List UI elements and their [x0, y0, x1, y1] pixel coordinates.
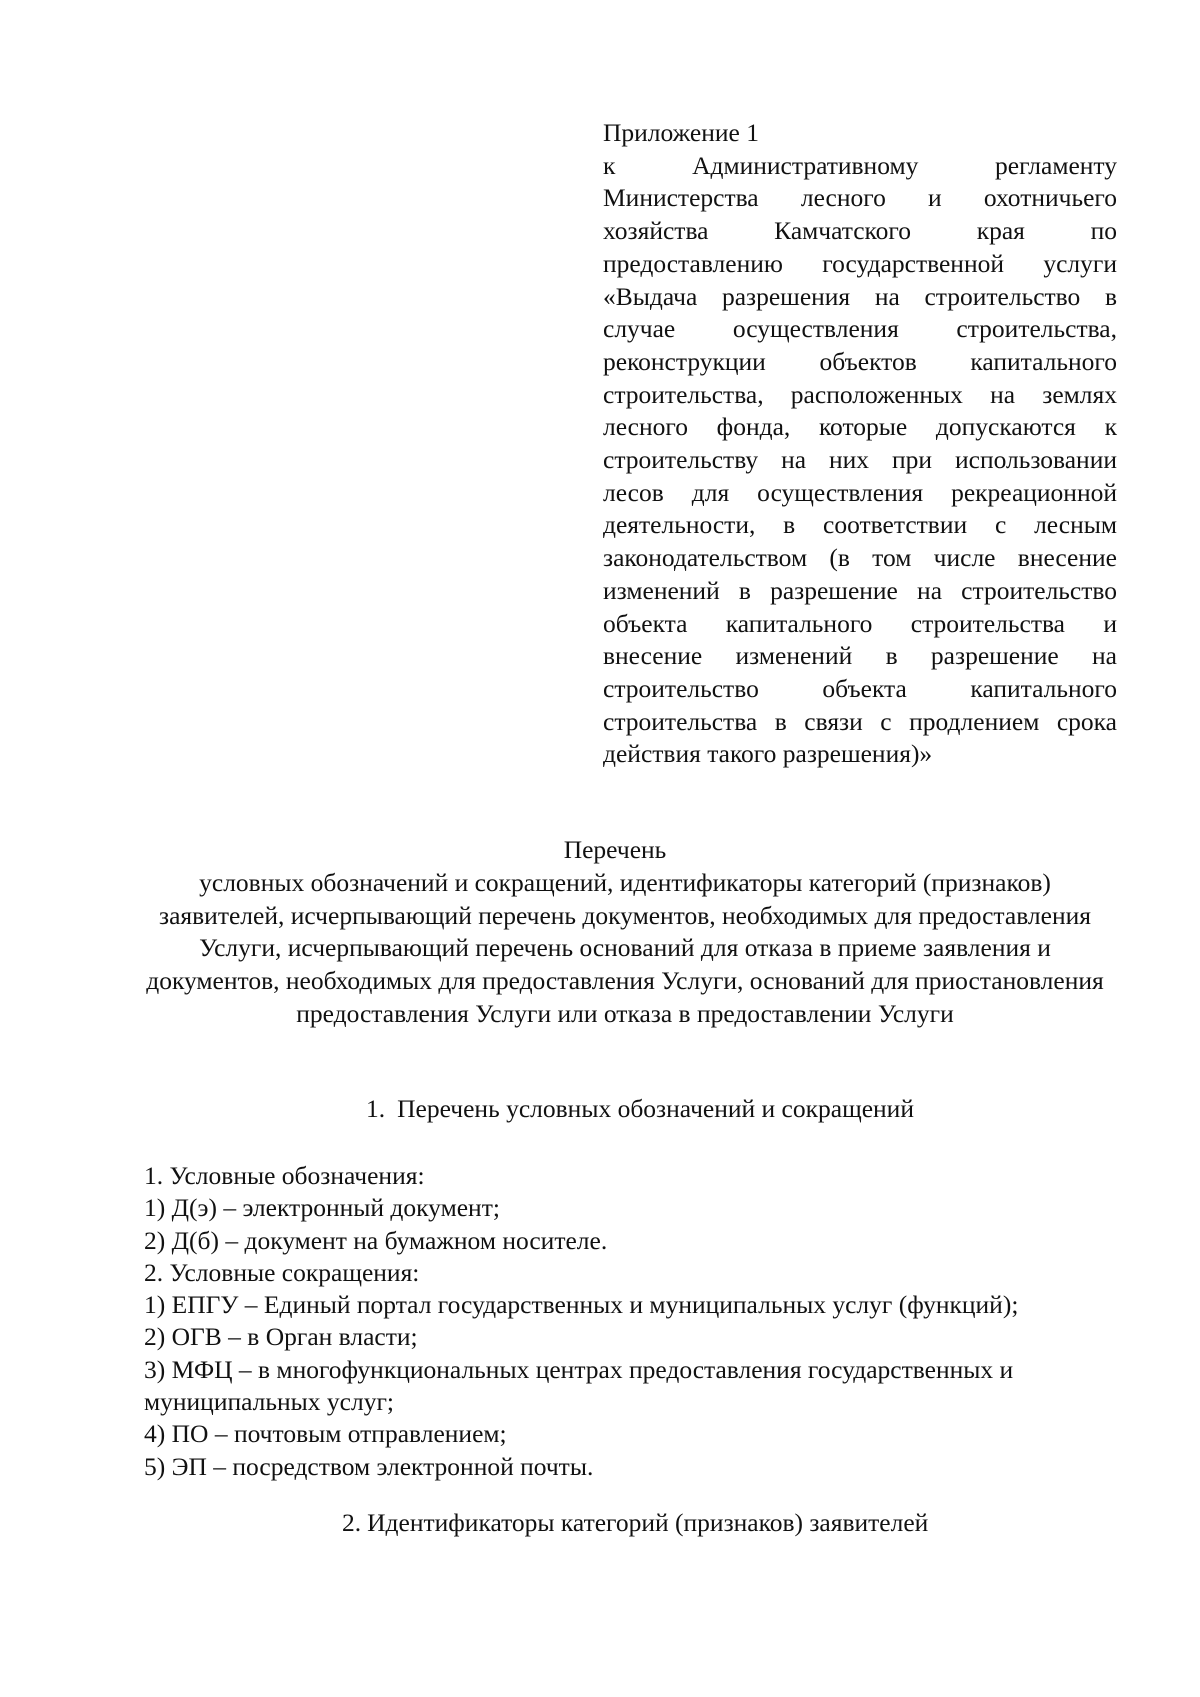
- appendix-title: Приложение 1: [603, 118, 759, 147]
- legend-list: [144, 1160, 1120, 1483]
- legend-item: 3) МФЦ – в многофункциональных центрах предоставления государственных и муниципальных услуг;: [144, 1354, 1014, 1417]
- appendix-block: [603, 117, 1117, 771]
- section-1-heading: [366, 1093, 914, 1125]
- section-1-number: 1.: [366, 1094, 386, 1123]
- legend-item: 1) Д(э) – электронный документ;: [144, 1193, 500, 1223]
- section-2-heading: [342, 1507, 928, 1539]
- legend-item: 1) ЕПГУ – Единый портал государственных и муниципальных услуг (функций);: [144, 1290, 1019, 1320]
- list-title-block: [140, 834, 1110, 1031]
- legend-item: 4) ПО – почтовым отправлением;: [144, 1419, 507, 1449]
- legend-item: 5) ЭП – посредством электронной почты.: [144, 1451, 594, 1481]
- legend-item: 2) ОГВ – в Орган власти;: [144, 1322, 418, 1352]
- section-1-title: Перечень условных обозначений и сокращений: [397, 1094, 914, 1123]
- list-heading: Перечень: [563, 835, 667, 864]
- section-2-title: Идентификаторы категорий (признаков) заявителей: [367, 1508, 929, 1537]
- legend-item: 1. Условные обозначения:: [144, 1161, 425, 1190]
- list-description: условных обозначений и сокращений, идентификаторы категорий (признаков) заявителей, исчерпывающий перечень документов, необходимых для предоставления Услуги, исчерпывающий перечень оснований для отказа в приеме заявления и документов, необходимых для предоставления Услуги, оснований для приостановления предоставления Услуги или отказа в предоставлении Услуги: [146, 867, 1104, 1028]
- legend-item: 2) Д(б) – документ на бумажном носителе.: [144, 1225, 608, 1255]
- appendix-text: к Административному регламенту Министерства лесного и охотничьего хозяйства Камчатского края по предоставлению государственной услуги «Выдача разрешения на строительство в случае осуществления строительства, реконструкции объектов капитального строительства, расположенных на землях лесного фонда, которые допускаются к строительству на них при использовании лесов для осуществления рекреационной деятельности, в соответствии с лесным законодательством (в том числе внесение изменений в разрешение на строительство объекта капитального строительства и внесение изменений в разрешение на строительство объекта капитального строительства в связи с продлением срока действия такого разрешения)»: [603, 150, 1117, 769]
- legend-item: 2. Условные сокращения:: [144, 1257, 420, 1287]
- section-2-number: 2.: [342, 1508, 362, 1537]
